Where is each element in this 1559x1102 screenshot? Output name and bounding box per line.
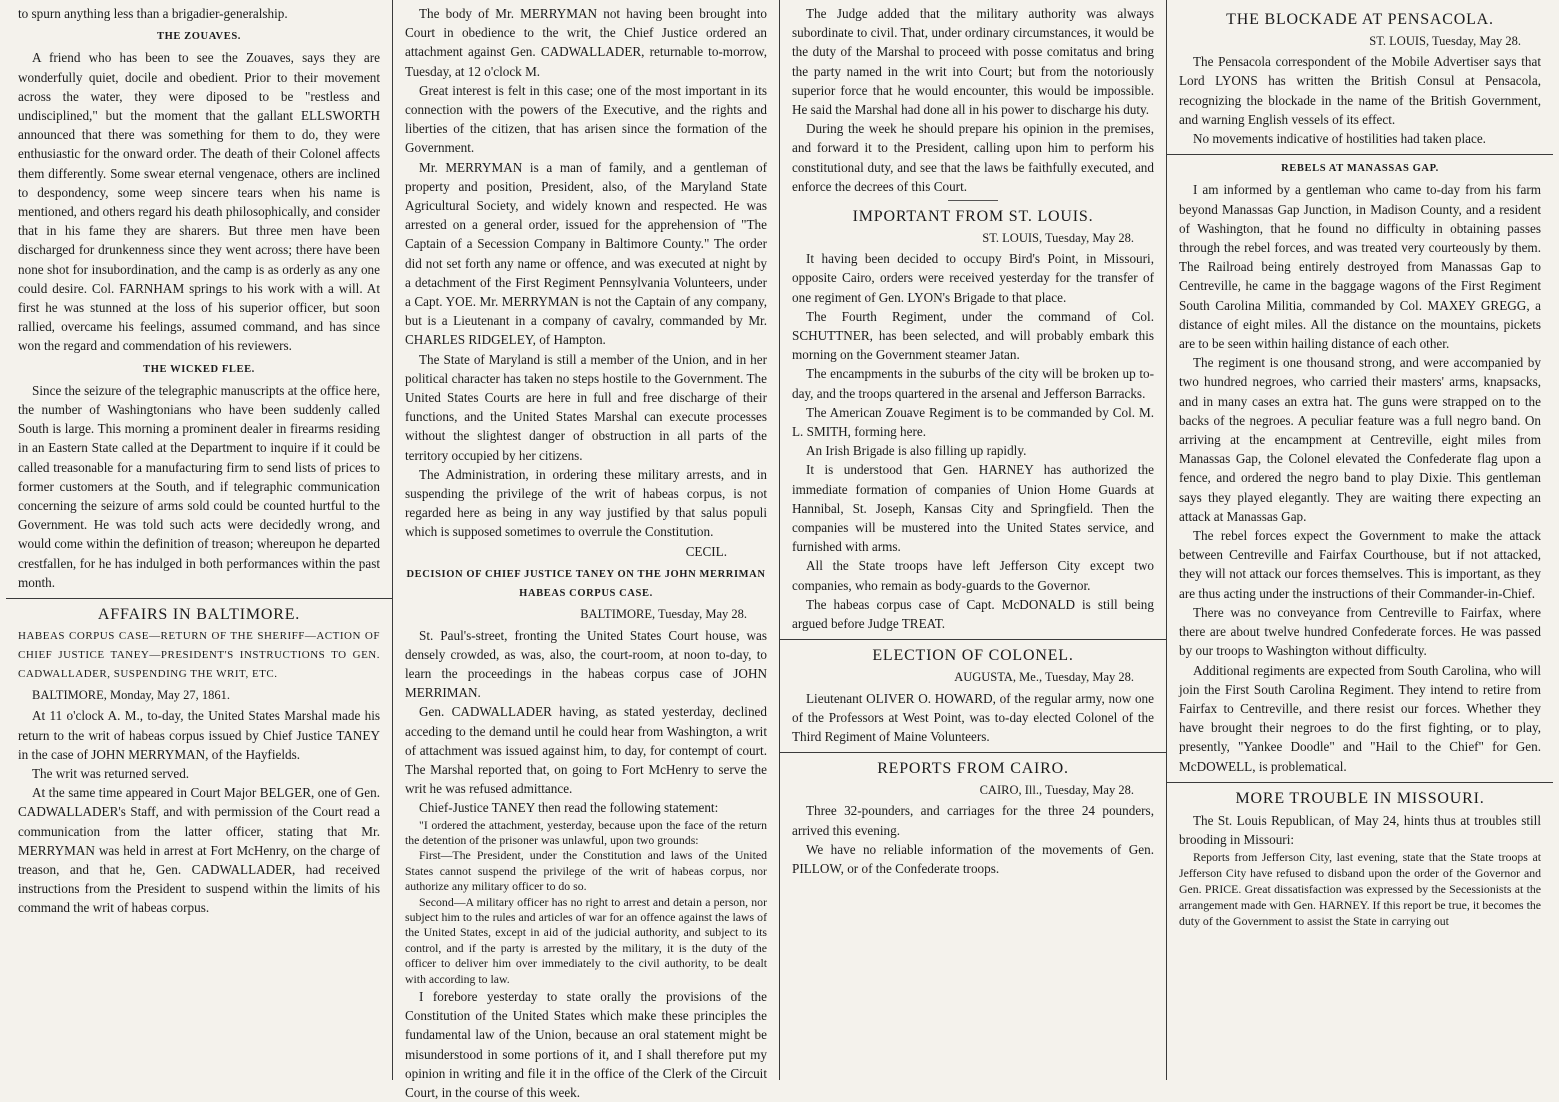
dateline: BALTIMORE, Monday, May 27, 1861.: [32, 688, 231, 703]
dateline: CAIRO, Ill., Tuesday, May 28.: [979, 783, 1134, 798]
paragraph: Lieutenant OLIVER O. HOWARD, of the regular army, now one of the Professors at West Point, was to-day elected Colonel of the Third Regiment of Maine Volunteers.: [792, 690, 1154, 744]
column-rule: [1167, 154, 1553, 155]
article-headline: IMPORTANT FROM ST. LOUIS.: [852, 208, 1094, 226]
section-subhead: THE ZOUAVES.: [156, 31, 242, 43]
paragraph: to spurn anything less than a brigadier-generalship.: [18, 6, 288, 21]
article-deck: HABEAS CORPUS CASE—RETURN OF THE SHERIFF—ACTION OF CHIEF JUSTICE TANEY—PRESIDENT'S INSTRUCTIONS TO GEN. CADWALLADER, SUSPENDING THE WRIT, ETC.: [18, 630, 380, 681]
paragraph: The encampments in the suburbs of the city will be broken up to-day, and the troops quartered in the arsenal and Jefferson Barracks.: [792, 366, 1154, 401]
paragraph: St. Paul's-street, fronting the United States Court house, was densely crowded, as was, also, the court-room, at noon to-day, to learn the proceedings in the habeas corpus case of JOHN MERRIMAN.: [405, 627, 767, 701]
dateline: BALTIMORE, Tuesday, May 28.: [580, 607, 747, 622]
paragraph: Since the seizure of the telegraphic manuscripts at the office here, the number of Washingtonians who have been suddenly called South is large. This morning a prominent dealer in firearms residing in an Eastern State called at the Department to inquire if it could be called treasonable for a manufacturing firm to send lists of prices to former customers at the South, and if telegraphic communication concerning the seizure of arms sold could be counted hurtful to the Government. He was told such acts were decidedly wrong, and would come within the definition of treason; whereupon he departed crestfallen, for he has indulged in both performances within the past month.: [18, 382, 380, 590]
paragraph: The Pensacola correspondent of the Mobile Advertiser says that Lord LYONS has written the British Consul at Pensacola, recognizing the blockade in the name of the British Government, and warning English vessels of its effect.: [1179, 54, 1541, 127]
quoted-paragraph: Second—A military officer has no right to arrest and detain a person, nor subject him to the rules and articles of war for an offence against the laws of the United States, except in aid of the judicial authority, and subject to its control, and if the party is arrested by the military, it is the duty of the officer to deliver him over immediately to the civil authority, to be dealt with according to law.: [405, 894, 767, 986]
column-3: [780, 0, 1167, 1080]
paragraph: The Administration, in ordering these military arrests, and in suspending the privilege of the writ of habeas corpus, is not regarded here as being in any way justified by that salus populi which is supposed sometimes to overrule the Constitution.: [405, 466, 767, 540]
column-1: [6, 0, 393, 1080]
article-headline: REPORTS FROM CAIRO.: [877, 760, 1069, 778]
column-rule: [6, 598, 392, 599]
article-headline: ELECTION OF COLONEL.: [872, 647, 1074, 665]
paragraph: Additional regiments are expected from South Carolina, who will join the First South Carolina Regiment. They intend to retire from Fairfax to Centreville, and there resist our forces. Whether they have brought their negroes to do the first fighting, or to play, presently, "Yankee Doodle" and "Hail to the Chief" for Gen. McDOWELL, is problematical.: [1179, 662, 1541, 774]
paragraph: Chief-Justice TANEY then read the following statement:: [419, 800, 719, 816]
quoted-paragraph: Reports from Jefferson City, last evening, state that the State troops at Jefferson City have refused to disband upon the order of the Governor and Gen. PRICE. Great dissatisfaction was expressed by the Secessionists at the arrangement made with Gen. HARNEY. If this report be true, it becomes the duty of the Government to assist the State in carrying out: [1179, 850, 1541, 929]
section-subhead: REBELS AT MANASSAS GAP.: [1281, 163, 1439, 175]
paragraph: I am informed by a gentleman who came to-day from his farm beyond Manassas Gap Junction, in Madison County, and a resident of Washington, that he found no difficulty in obtaining passes through the rebel forces, and was treated very courteously by them. The Railroad being entirely destroyed from Manassas Gap to Centreville, he came in the baggage wagons of the First Regiment South Carolina Militia, commanded by Col. MAXEY GREGG, a distance of eight miles. All the distance on the mountains, pickets are to be seen within hailing distance of each other.: [1179, 182, 1541, 352]
paragraph: The writ was returned served.: [32, 765, 190, 781]
paragraph: The State of Maryland is still a member of the Union, and in her political character has taken no steps hostile to the Government. The United States Courts are here in full and free discharge of their functions, and the United States Marshal can execute processes without the slightest danger of obstruction in all parts of the territory occupied by her citizens.: [405, 351, 767, 463]
paragraph: The rebel forces expect the Government to make the attack between Centreville and Fairfax Courthouse, but if not attacked, they will not attack our forces themselves. This is important, as they are thus acting under the instructions of their Commander-in-Chief.: [1179, 528, 1541, 601]
article-headline: MORE TROUBLE IN MISSOURI.: [1235, 789, 1485, 807]
paragraph: The Judge added that the military authority was always subordinate to civil. That, under ordinary circumstances, it would be the duty of the Marshal to proceed with posse comitatus and bring the party named in the writ into Court; but from the notoriously superior force that he would encounter, this would be impossible. He said the Marshal had done all in his power to discharge his duty.: [792, 6, 1154, 118]
paragraph: Great interest is felt in this case; one of the most important in its connection with the powers of the Executive, and the rights and liberties of the citizen, that has arisen since the formation of the Government.: [405, 82, 767, 156]
paragraph: During the week he should prepare his opinion in the premises, and forward it to the President, calling upon him to perform his constitutional duty, and see that the laws be faithfully executed, and enforce the decrees of this Court.: [792, 121, 1154, 194]
short-rule: [948, 200, 998, 201]
paragraph: I forebore yesterday to state orally the provisions of the Constitution of the United States which make these principles the fundamental law of the Union, because an oral statement might be misunderstood in some portions of it, and I shall therefore put my opinion in writing and file it in the office of the Clerk of the Circuit Court, in the course of this week.: [405, 989, 767, 1101]
quoted-paragraph: "I ordered the attachment, yesterday, because upon the face of the return the detention of the prisoner was unlawful, upon two grounds:: [405, 817, 767, 847]
paragraph: At 11 o'clock A. M., to-day, the United States Marshal made his return to the writ of habeas corpus issued by Chief Justice TANEY in the case of JOHN MERRYMAN, of the Hayfields.: [18, 708, 380, 762]
paragraph: The body of Mr. MERRYMAN not having been brought into Court in obedience to the writ, the Chief Justice ordered an attachment against Gen. CADWALLADER, returnable to-morrow, Tuesday, at 12 o'clock M.: [405, 6, 767, 79]
column-4: [1167, 0, 1553, 1080]
paragraph: The Fourth Regiment, under the command of Col. SCHUTTNER, has been selected, and will probably embark this morning on the Government steamer Jatan.: [792, 308, 1154, 363]
dateline: ST. LOUIS, Tuesday, May 28.: [1369, 34, 1521, 48]
paragraph: Mr. MERRYMAN is a man of family, and a gentleman of property and position, President, also, of the Maryland State Agricultural Society, and widely known and respected. He was arrested on a general order, issued for the apprehension of "The Captain of a Secession Company in Baltimore County." The order did not set forth any name or offence, and was executed at night by a detachment of the First Regiment Pennsylvania Volunteers, under a Capt. YOE. Mr. MERRYMAN is not the Captain of any company, but is a Lieutenant in a company of cavalry, commanded by Mr. CHARLES RIDGELEY, of Hampton.: [405, 159, 767, 348]
column-rule: [780, 752, 1166, 753]
paragraph: There was no conveyance from Centreville to Fairfax, where there are about twelve hundred Confederate forces. He was passed by our troops to Washington without difficulty.: [1179, 604, 1541, 659]
paragraph: Three 32-pounders, and carriages for the three 24 pounders, arrived this evening.: [792, 803, 1154, 838]
column-2: [393, 0, 780, 1101]
section-subhead: DECISION OF CHIEF JUSTICE TANEY ON THE JOHN MERRIMAN HABEAS CORPUS CASE.: [406, 568, 766, 600]
paragraph: No movements indicative of hostilities had taken place.: [1193, 131, 1486, 147]
paragraph: It having been decided to occupy Bird's Point, in Missouri, opposite Cairo, orders were received yesterday for the transfer of one regiment of Gen. LYON's Brigade to that place.: [792, 251, 1154, 305]
section-subhead: THE WICKED FLEE.: [143, 363, 255, 375]
paragraph: It is understood that Gen. HARNEY has authorized the immediate formation of companies of Union Home Guards at Hannibal, St. Joseph, Kansas City and Springfield. Then the companies will be mustered into the United States service, and furnished with arms.: [792, 462, 1154, 555]
column-rule: [1167, 782, 1553, 783]
paragraph: A friend who has been to see the Zouaves, says they are wonderfully quiet, docile and obedient. Prior to their movement across the water, they were diposed to be "restless and undisciplined," but the moment that the gallant ELLSWORTH announced that there was something for them to do, they were enthusiastic for the onward order. The death of their Colonel affects them differently. Some swear eternal vengenace, others are inclined to despondency, some weep sincere tears when his name is mentioned, and others regard his death philosophically, and consider that in his fame they are sharers. But three men have been discharged for drunkenness since they went across; there have been none shot for insubordination, and the camp is as orderly as any one could desire. Col. FARNHAM springs to his work with a will. At first he was stunned at the loss of his superior officer, but soon rallied, overcame his feelings, assumed command, and has since won the regard and commendation of his reviewers.: [18, 50, 380, 354]
paragraph: The St. Louis Republican, of May 24, hints thus at troubles still brooding in Missouri:: [1179, 812, 1541, 847]
paragraph: We have no reliable information of the movements of Gen. PILLOW, or of the Confederate troops.: [792, 841, 1154, 876]
column-rule: [780, 639, 1166, 640]
dateline: AUGUSTA, Me., Tuesday, May 28.: [954, 670, 1134, 685]
article-headline: AFFAIRS IN BALTIMORE.: [97, 606, 301, 624]
paragraph: The American Zouave Regiment is to be commanded by Col. M. L. SMITH, forming here.: [792, 404, 1154, 440]
article-headline: THE BLOCKADE AT PENSACOLA.: [1226, 11, 1494, 28]
dateline: ST. LOUIS, Tuesday, May 28.: [982, 231, 1134, 246]
signature: CECIL.: [685, 543, 727, 559]
paragraph: An Irish Brigade is also filling up rapidly.: [806, 443, 1027, 459]
paragraph: The habeas corpus case of Capt. McDONALD is still being argued before Judge TREAT.: [792, 596, 1154, 632]
paragraph: Gen. CADWALLADER having, as stated yesterday, declined acceding to the demand until he could hear from Washington, a writ of attachment was issued against him, to day, for contempt of court. The Marshal reported that, on going to Fort McHenry to serve the writ he was refused admittance.: [405, 704, 767, 797]
paragraph: The regiment is one thousand strong, and were accompanied by two hundred negroes, who carried their masters' arms, knapsacks, and in many cases an extra hat. The guns were strapped on to the backs of the negroes. A peculiar feature was a full negro band. On arriving at the encampment at Centreville, eight miles from Manassas Gap, the Colonel elevated the Confederate flag upon a fence, and ordered the negro band to play Dixie. This gentleman says they played elegantly. They are waiting there expecting an attack at Manassas Gap.: [1179, 355, 1541, 524]
paragraph: All the State troops have left Jefferson City except two companies, who remain as body-guards to the Governor.: [792, 558, 1154, 593]
paragraph: At the same time appeared in Court Major BELGER, one of Gen. CADWALLADER's Staff, and with permission of the Court read a communication from the latter officer, stating that Mr. MERRYMAN was held in arrest at Fort McHenry, on the charge of treason, and that he, Gen. CADWALLADER, had received instructions from the President to suspend within the limits of his command the writ of habeas corpus.: [18, 785, 380, 916]
quoted-paragraph: First—The President, under the Constitution and laws of the United States cannot suspend the privilege of the writ of habeas corpus, nor authorize any military officer to do so.: [405, 848, 767, 894]
